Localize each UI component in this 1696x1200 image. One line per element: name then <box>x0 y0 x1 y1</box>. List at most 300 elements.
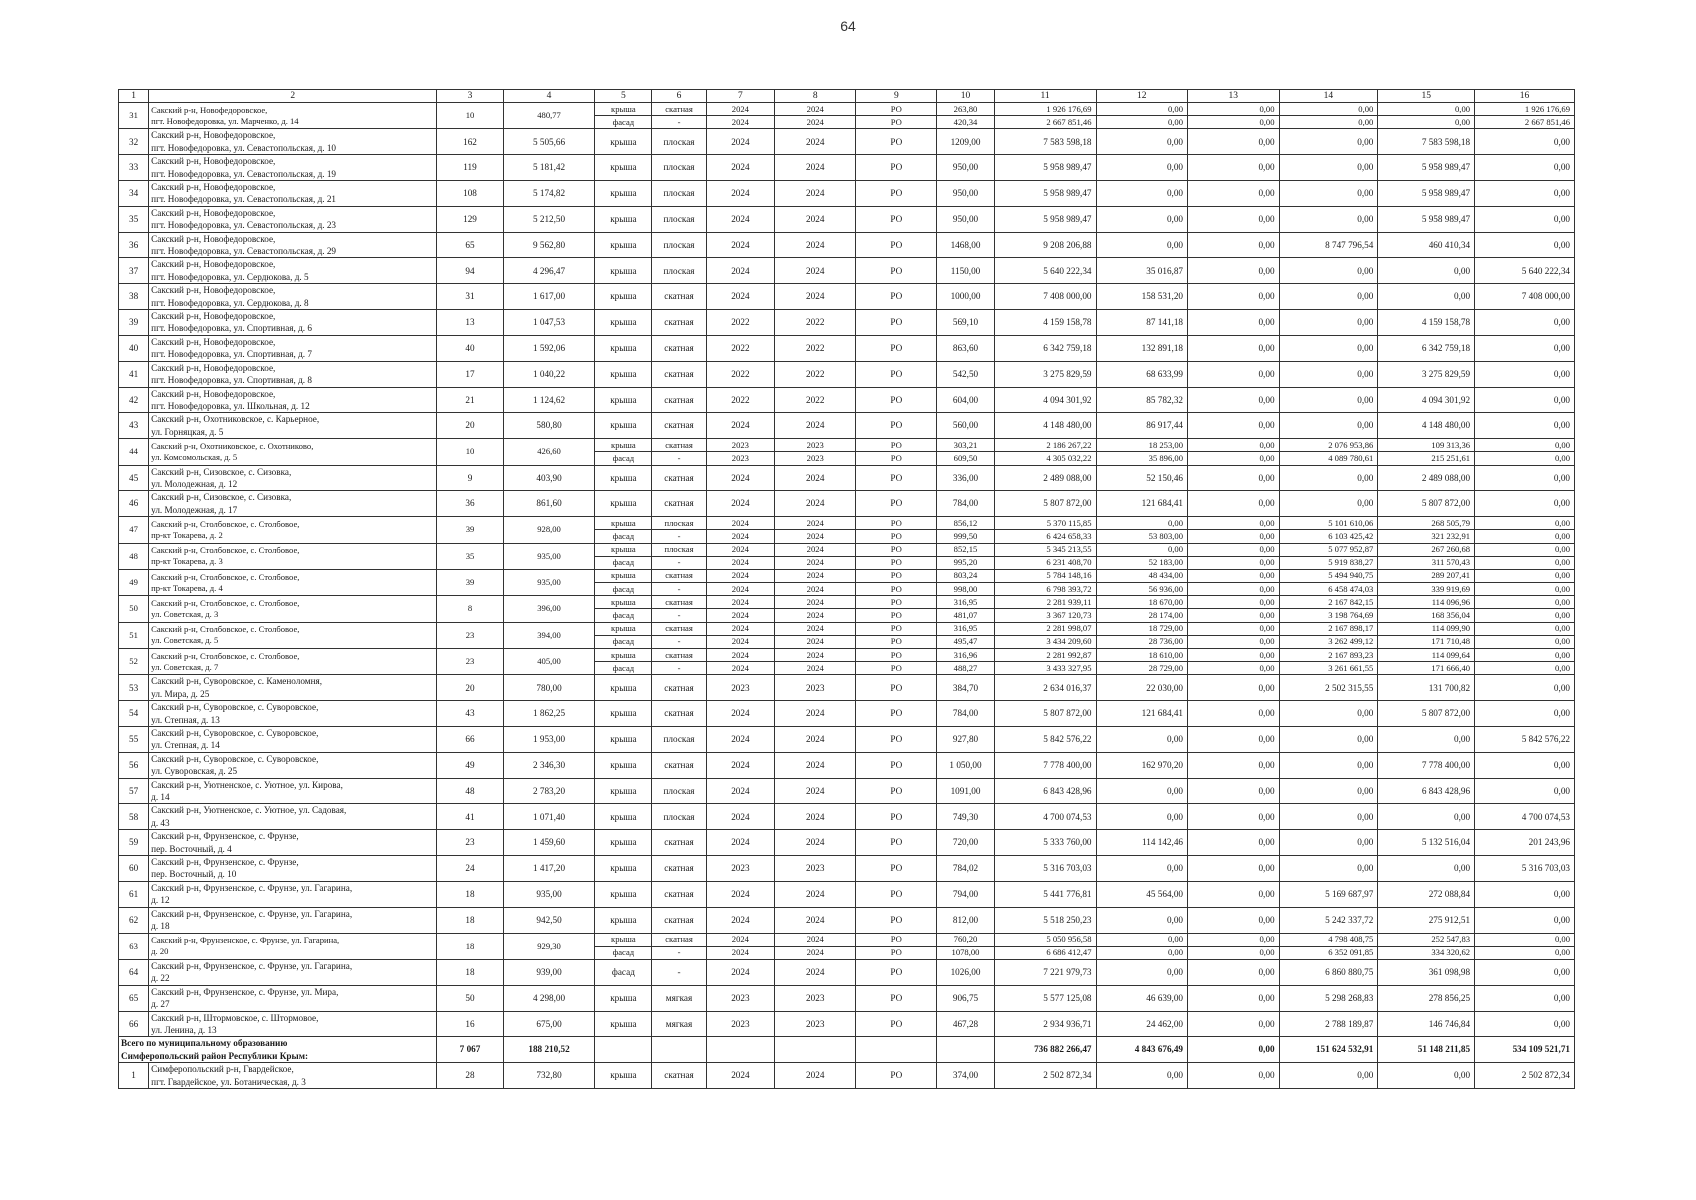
area-value: 1 040,22 <box>503 361 595 387</box>
cell-c10: 316,95 <box>937 622 994 635</box>
cell-c9: РО <box>856 452 937 465</box>
cell-c10: 467,28 <box>937 1011 994 1037</box>
cell-c10: 384,70 <box>937 675 994 701</box>
cell-c7: 2024 <box>706 649 775 662</box>
cell-c12: 0,00 <box>1096 129 1188 155</box>
cell-c15: 5 958 989,47 <box>1378 206 1475 232</box>
cell-c6: скатная <box>652 675 706 701</box>
address-cell <box>149 284 437 310</box>
cell-c12: 53 803,00 <box>1096 530 1188 543</box>
cell-c10: 1209,00 <box>937 129 994 155</box>
cell-c8: 2024 <box>775 116 856 129</box>
cell-c5: крыша <box>595 752 652 778</box>
address-cell <box>149 907 437 933</box>
cell-c15: 272 088,84 <box>1378 881 1475 907</box>
cell-c5: фасад <box>595 556 652 569</box>
cell-c14: 6 103 425,42 <box>1279 530 1378 543</box>
cell-c11: 6 686 412,47 <box>994 946 1096 959</box>
address-line: Симферопольский р-н, Гвардейское, <box>151 1064 294 1075</box>
cell-c13: 0,00 <box>1188 985 1280 1011</box>
cell-c11: 5 370 115,85 <box>994 517 1096 530</box>
cell-c6: плоская <box>652 129 706 155</box>
cell-c13: 0,00 <box>1188 583 1280 596</box>
area-value: 939,00 <box>503 959 595 985</box>
cell-c7: 2024 <box>706 1063 775 1089</box>
cell-c9: РО <box>856 530 937 543</box>
cell-c15: 5 958 989,47 <box>1378 181 1475 207</box>
address-line: ул. Советская, д. 5 <box>151 635 219 646</box>
address-line: Сакский р-н, Новофедоровское, <box>151 207 276 218</box>
cell-c15: 460 410,34 <box>1378 232 1475 258</box>
cell-c10: 784,02 <box>937 856 994 882</box>
cell-c6: - <box>652 662 706 675</box>
cell-c16: 0,00 <box>1475 129 1575 155</box>
row-number: 33 <box>119 155 149 181</box>
cell-c7: 2024 <box>706 907 775 933</box>
cell-c14: 8 747 796,54 <box>1279 232 1378 258</box>
cell-c14: 0,00 <box>1279 181 1378 207</box>
cell-c5: фасад <box>595 946 652 959</box>
empty-cell <box>937 1037 994 1063</box>
cell-c14: 0,00 <box>1279 206 1378 232</box>
apartments-count: 18 <box>437 907 504 933</box>
cell-c11: 4 305 032,22 <box>994 452 1096 465</box>
cell-c9: РО <box>856 284 937 310</box>
cell-c16: 0,00 <box>1475 635 1575 648</box>
cell-c11: 3 434 209,60 <box>994 635 1096 648</box>
cell-c11: 5 958 989,47 <box>994 181 1096 207</box>
cell-c5: фасад <box>595 609 652 622</box>
table-row <box>119 907 1575 933</box>
cell-c7: 2024 <box>706 635 775 648</box>
area-value: 1 459,60 <box>503 830 595 856</box>
address-cell <box>149 933 437 959</box>
column-number: 3 <box>437 90 504 103</box>
cell-c7: 2023 <box>706 856 775 882</box>
cell-c16: 0,00 <box>1475 675 1575 701</box>
cell-c13: 0,00 <box>1188 622 1280 635</box>
cell-c15: 4 148 480,00 <box>1378 413 1475 439</box>
cell-c10: 720,00 <box>937 830 994 856</box>
cell-c16: 0,00 <box>1475 413 1575 439</box>
cell-c10: 998,00 <box>937 583 994 596</box>
row-number: 54 <box>119 701 149 727</box>
area-value: 403,90 <box>503 465 595 491</box>
cell-c8: 2024 <box>775 778 856 804</box>
cell-c8: 2024 <box>775 946 856 959</box>
address-line: пер. Восточный, д. 10 <box>151 869 237 880</box>
cell-c10: 604,00 <box>937 387 994 413</box>
table-row <box>119 649 1575 662</box>
cell-c13: 0,00 <box>1188 517 1280 530</box>
cell-c8: 2023 <box>775 452 856 465</box>
cell-c8: 2024 <box>775 181 856 207</box>
apartments-count: 50 <box>437 985 504 1011</box>
cell-c8: 2024 <box>775 701 856 727</box>
cell-c12: 0,00 <box>1096 116 1188 129</box>
cell-c9: РО <box>856 622 937 635</box>
cell-c11: 4 159 158,78 <box>994 310 1096 336</box>
cell-c8: 2024 <box>775 413 856 439</box>
address-line: Сакский р-н, Фрунзенское, с. Фрунзе, ул. Гагарина, <box>151 935 340 946</box>
cell-c13: 0,00 <box>1188 387 1280 413</box>
cell-c11: 5 518 250,23 <box>994 907 1096 933</box>
cell-c6: плоская <box>652 543 706 556</box>
address-line: Сакский р-н, Новофедоровское, <box>151 336 276 347</box>
cell-c5: крыша <box>595 985 652 1011</box>
cell-c6: скатная <box>652 856 706 882</box>
cell-c14: 0,00 <box>1279 856 1378 882</box>
cell-c12: 48 434,00 <box>1096 569 1188 582</box>
cell-c7: 2024 <box>706 804 775 830</box>
cell-c6: скатная <box>652 439 706 452</box>
table-row <box>119 675 1575 701</box>
address-cell <box>149 465 437 491</box>
cell-c5: крыша <box>595 206 652 232</box>
cell-c10: 927,80 <box>937 727 994 753</box>
area-value: 5 181,42 <box>503 155 595 181</box>
cell-c5: крыша <box>595 413 652 439</box>
cell-c8: 2024 <box>775 662 856 675</box>
cell-c16: 4 700 074,53 <box>1475 804 1575 830</box>
cell-c12: 0,00 <box>1096 933 1188 946</box>
cell-c16: 1 926 176,69 <box>1475 103 1575 116</box>
area-value: 5 174,82 <box>503 181 595 207</box>
cell-c16: 0,00 <box>1475 232 1575 258</box>
cell-c8: 2024 <box>775 583 856 596</box>
cell-c14: 0,00 <box>1279 155 1378 181</box>
column-number: 14 <box>1279 90 1378 103</box>
cell-c6: скатная <box>652 335 706 361</box>
cell-c5: крыша <box>595 596 652 609</box>
cell-c9: РО <box>856 232 937 258</box>
cell-c11: 5 958 989,47 <box>994 206 1096 232</box>
address-line: д. 43 <box>151 817 170 828</box>
cell-c5: крыша <box>595 387 652 413</box>
cell-c13: 0,00 <box>1188 830 1280 856</box>
cell-c6: плоская <box>652 727 706 753</box>
cell-c7: 2024 <box>706 465 775 491</box>
address-cell <box>149 622 437 648</box>
cell-c14: 0,00 <box>1279 103 1378 116</box>
cell-c10: 542,50 <box>937 361 994 387</box>
table-row <box>119 103 1575 116</box>
cell-c11: 5 345 213,55 <box>994 543 1096 556</box>
cell-c15: 0,00 <box>1378 804 1475 830</box>
cell-c5: крыша <box>595 933 652 946</box>
apartments-count: 94 <box>437 258 504 284</box>
area-value: 426,60 <box>503 439 595 465</box>
cell-c11: 7 221 979,73 <box>994 959 1096 985</box>
address-cell <box>149 569 437 595</box>
table-row <box>119 181 1575 207</box>
cell-c10: 950,00 <box>937 181 994 207</box>
cell-c7: 2024 <box>706 583 775 596</box>
cell-c14: 2 167 898,17 <box>1279 622 1378 635</box>
cell-c14: 2 167 842,15 <box>1279 596 1378 609</box>
cell-c12: 28 729,00 <box>1096 662 1188 675</box>
cell-c6: плоская <box>652 804 706 830</box>
cell-c7: 2024 <box>706 413 775 439</box>
cell-c8: 2024 <box>775 649 856 662</box>
empty-cell <box>706 1037 775 1063</box>
cell-c9: РО <box>856 517 937 530</box>
cell-c9: РО <box>856 907 937 933</box>
cell-c10: 1078,00 <box>937 946 994 959</box>
apartments-count: 65 <box>437 232 504 258</box>
table-row <box>119 543 1575 556</box>
row-number: 48 <box>119 543 149 569</box>
cell-c11: 3 367 120,73 <box>994 609 1096 622</box>
cell-c7: 2024 <box>706 609 775 622</box>
apartments-count: 41 <box>437 804 504 830</box>
cell-c14: 4 798 408,75 <box>1279 933 1378 946</box>
cell-c8: 2024 <box>775 129 856 155</box>
cell-c13: 0,00 <box>1188 804 1280 830</box>
cell-c9: РО <box>856 413 937 439</box>
cell-c5: крыша <box>595 804 652 830</box>
cell-c8: 2023 <box>775 985 856 1011</box>
cell-c8: 2024 <box>775 622 856 635</box>
cell-c14: 5 919 838,27 <box>1279 556 1378 569</box>
cell-c15: 339 919,69 <box>1378 583 1475 596</box>
area-value: 935,00 <box>503 881 595 907</box>
cell-c5: крыша <box>595 907 652 933</box>
address-line: пгт. Новофедоровка, ул. Школьная, д. 12 <box>151 400 310 411</box>
cell-c15: 0,00 <box>1378 103 1475 116</box>
cell-c16: 0,00 <box>1475 155 1575 181</box>
cell-c5: крыша <box>595 155 652 181</box>
apartments-count: 18 <box>437 959 504 985</box>
cell-c16: 0,00 <box>1475 778 1575 804</box>
address-cell <box>149 985 437 1011</box>
page-number: 64 <box>840 18 856 34</box>
cell-c15: 0,00 <box>1378 284 1475 310</box>
column-number: 1 <box>119 90 149 103</box>
cell-c7: 2024 <box>706 181 775 207</box>
cell-c11: 6 231 408,70 <box>994 556 1096 569</box>
cell-c14: 2 788 189,87 <box>1279 1011 1378 1037</box>
cell-c13: 0,00 <box>1188 933 1280 946</box>
row-number: 31 <box>119 103 149 129</box>
cell-c11: 2 502 872,34 <box>994 1063 1096 1089</box>
cell-c8: 2024 <box>775 727 856 753</box>
apartments-count: 119 <box>437 155 504 181</box>
cell-c7: 2024 <box>706 727 775 753</box>
apartments-count: 21 <box>437 387 504 413</box>
apartments-count: 49 <box>437 752 504 778</box>
cell-c16: 0,00 <box>1475 1011 1575 1037</box>
cell-c9: РО <box>856 596 937 609</box>
cell-c12: 0,00 <box>1096 543 1188 556</box>
cell-c14: 0,00 <box>1279 129 1378 155</box>
data-table <box>118 89 1575 1089</box>
cell-c12: 114 142,46 <box>1096 830 1188 856</box>
cell-c12: 162 970,20 <box>1096 752 1188 778</box>
row-number: 59 <box>119 830 149 856</box>
table-row <box>119 830 1575 856</box>
address-cell <box>149 1063 437 1089</box>
row-number: 52 <box>119 649 149 675</box>
address-line: Сакский р-н, Новофедоровское, <box>151 156 276 167</box>
cell-c10: 495,47 <box>937 635 994 648</box>
cell-c13: 0,00 <box>1188 881 1280 907</box>
cell-c12: 0,00 <box>1096 517 1188 530</box>
cell-c15: 4 159 158,78 <box>1378 310 1475 336</box>
cell-c15: 4 094 301,92 <box>1378 387 1475 413</box>
apartments-count: 16 <box>437 1011 504 1037</box>
cell-c12: 46 639,00 <box>1096 985 1188 1011</box>
apartments-count: 35 <box>437 543 504 569</box>
cell-c12: 28 174,00 <box>1096 609 1188 622</box>
cell-c13: 0,00 <box>1188 413 1280 439</box>
cell-c6: скатная <box>652 649 706 662</box>
cell-c13: 0,00 <box>1188 530 1280 543</box>
address-line: пгт. Гвардейское, ул. Ботаническая, д. 3 <box>151 1076 306 1087</box>
apartments-count: 23 <box>437 649 504 675</box>
cell-c5: крыша <box>595 856 652 882</box>
area-value: 1 592,06 <box>503 335 595 361</box>
table-row <box>119 881 1575 907</box>
cell-c16: 0,00 <box>1475 465 1575 491</box>
cell-c11: 6 843 428,96 <box>994 778 1096 804</box>
cell-c7: 2024 <box>706 830 775 856</box>
apartments-count: 10 <box>437 103 504 129</box>
cell-c8: 2024 <box>775 155 856 181</box>
cell-c15: 114 099,64 <box>1378 649 1475 662</box>
cell-c7: 2024 <box>706 752 775 778</box>
cell-c6: мягкая <box>652 985 706 1011</box>
address-cell <box>149 181 437 207</box>
address-line: ул. Молодежная, д. 12 <box>151 478 238 489</box>
address-cell <box>149 439 437 465</box>
cell-c9: РО <box>856 946 937 959</box>
cell-c7: 2024 <box>706 701 775 727</box>
cell-c12: 121 684,41 <box>1096 701 1188 727</box>
cell-c14: 3 198 764,69 <box>1279 609 1378 622</box>
cell-c6: - <box>652 530 706 543</box>
cell-c10: 1026,00 <box>937 959 994 985</box>
cell-c5: крыша <box>595 439 652 452</box>
apartments-count: 23 <box>437 830 504 856</box>
address-line: пр-кт Токарева, д. 2 <box>151 529 223 540</box>
cell-c10: 303,21 <box>937 439 994 452</box>
area-value: 1 047,53 <box>503 310 595 336</box>
total-apartments: 7 067 <box>437 1037 504 1063</box>
address-line: пгт. Новофедоровка, ул. Сердюкова, д. 5 <box>151 271 309 282</box>
cell-c8: 2023 <box>775 439 856 452</box>
row-number: 60 <box>119 856 149 882</box>
cell-c16: 0,00 <box>1475 959 1575 985</box>
cell-c13: 0,00 <box>1188 491 1280 517</box>
address-line: пгт. Новофедоровка, ул. Спортивная, д. 6 <box>151 323 312 334</box>
table-row <box>119 335 1575 361</box>
cell-c13: 0,00 <box>1188 727 1280 753</box>
area-value: 1 862,25 <box>503 701 595 727</box>
cell-c12: 0,00 <box>1096 1063 1188 1089</box>
address-cell <box>149 701 437 727</box>
cell-c12: 132 891,18 <box>1096 335 1188 361</box>
address-line: Сакский р-н, Столбовское, с. Столбовое, <box>151 545 300 556</box>
cell-c13: 0,00 <box>1188 232 1280 258</box>
cell-c15: 311 570,43 <box>1378 556 1475 569</box>
cell-c15: 5 807 872,00 <box>1378 701 1475 727</box>
cell-c15: 114 099,90 <box>1378 622 1475 635</box>
cell-c13: 0,00 <box>1188 752 1280 778</box>
apartments-count: 24 <box>437 856 504 882</box>
cell-c7: 2024 <box>706 530 775 543</box>
cell-c11: 2 667 851,46 <box>994 116 1096 129</box>
cell-c7: 2022 <box>706 361 775 387</box>
cell-c8: 2024 <box>775 830 856 856</box>
cell-c13: 0,00 <box>1188 856 1280 882</box>
address-line: пгт. Новофедоровка, ул. Марченко, д. 14 <box>151 115 299 126</box>
apartments-count: 108 <box>437 181 504 207</box>
cell-c16: 0,00 <box>1475 361 1575 387</box>
cell-c7: 2024 <box>706 116 775 129</box>
apartments-count: 31 <box>437 284 504 310</box>
apartments-count: 40 <box>437 335 504 361</box>
cell-c12: 52 183,00 <box>1096 556 1188 569</box>
address-line: ул. Комсомольская, д. 5 <box>151 451 238 462</box>
area-value: 1 953,00 <box>503 727 595 753</box>
address-line: ул. Ленина, д. 13 <box>151 1024 217 1035</box>
cell-c16: 0,00 <box>1475 933 1575 946</box>
cell-c11: 1 926 176,69 <box>994 103 1096 116</box>
cell-c6: скатная <box>652 103 706 116</box>
cell-c10: 569,10 <box>937 310 994 336</box>
address-line: Сакский р-н, Новофедоровское, <box>151 311 276 322</box>
cell-c15: 278 856,25 <box>1378 985 1475 1011</box>
row-number: 42 <box>119 387 149 413</box>
area-value: 394,00 <box>503 622 595 648</box>
cell-c6: скатная <box>652 701 706 727</box>
address-line: Сакский р-н, Фрунзенское, с. Фрунзе, <box>151 831 299 842</box>
cell-c11: 2 281 998,07 <box>994 622 1096 635</box>
address-line: Сакский р-н, Суворовское, с. Суворовское, <box>151 728 319 738</box>
area-value: 1 417,20 <box>503 856 595 882</box>
cell-c10: 316,96 <box>937 649 994 662</box>
row-number: 40 <box>119 335 149 361</box>
cell-c8: 2024 <box>775 284 856 310</box>
cell-c15: 5 807 872,00 <box>1378 491 1475 517</box>
cell-c5: фасад <box>595 635 652 648</box>
table-row <box>119 622 1575 635</box>
row-number: 64 <box>119 959 149 985</box>
cell-c14: 6 458 474,03 <box>1279 583 1378 596</box>
cell-c5: крыша <box>595 1011 652 1037</box>
area-value: 732,80 <box>503 1063 595 1089</box>
cell-c16: 201 243,96 <box>1475 830 1575 856</box>
row-number: 50 <box>119 596 149 622</box>
address-line: Сакский р-н, Новофедоровское, <box>151 233 276 244</box>
cell-c9: РО <box>856 116 937 129</box>
address-line: Сакский р-н, Суворовское, с. Суворовское, <box>151 753 319 764</box>
cell-c5: крыша <box>595 103 652 116</box>
table-row <box>119 804 1575 830</box>
empty-cell <box>652 1037 706 1063</box>
address-cell <box>149 727 437 753</box>
cell-c13: 0,00 <box>1188 569 1280 582</box>
cell-c8: 2024 <box>775 543 856 556</box>
cell-c8: 2022 <box>775 310 856 336</box>
address-line: Сакский р-н, Столбовское, с. Столбовое, <box>151 571 300 582</box>
cell-c10: 488,27 <box>937 662 994 675</box>
cell-c13: 0,00 <box>1188 959 1280 985</box>
apartments-count: 28 <box>437 1063 504 1089</box>
column-number: 2 <box>149 90 437 103</box>
cell-c7: 2024 <box>706 946 775 959</box>
